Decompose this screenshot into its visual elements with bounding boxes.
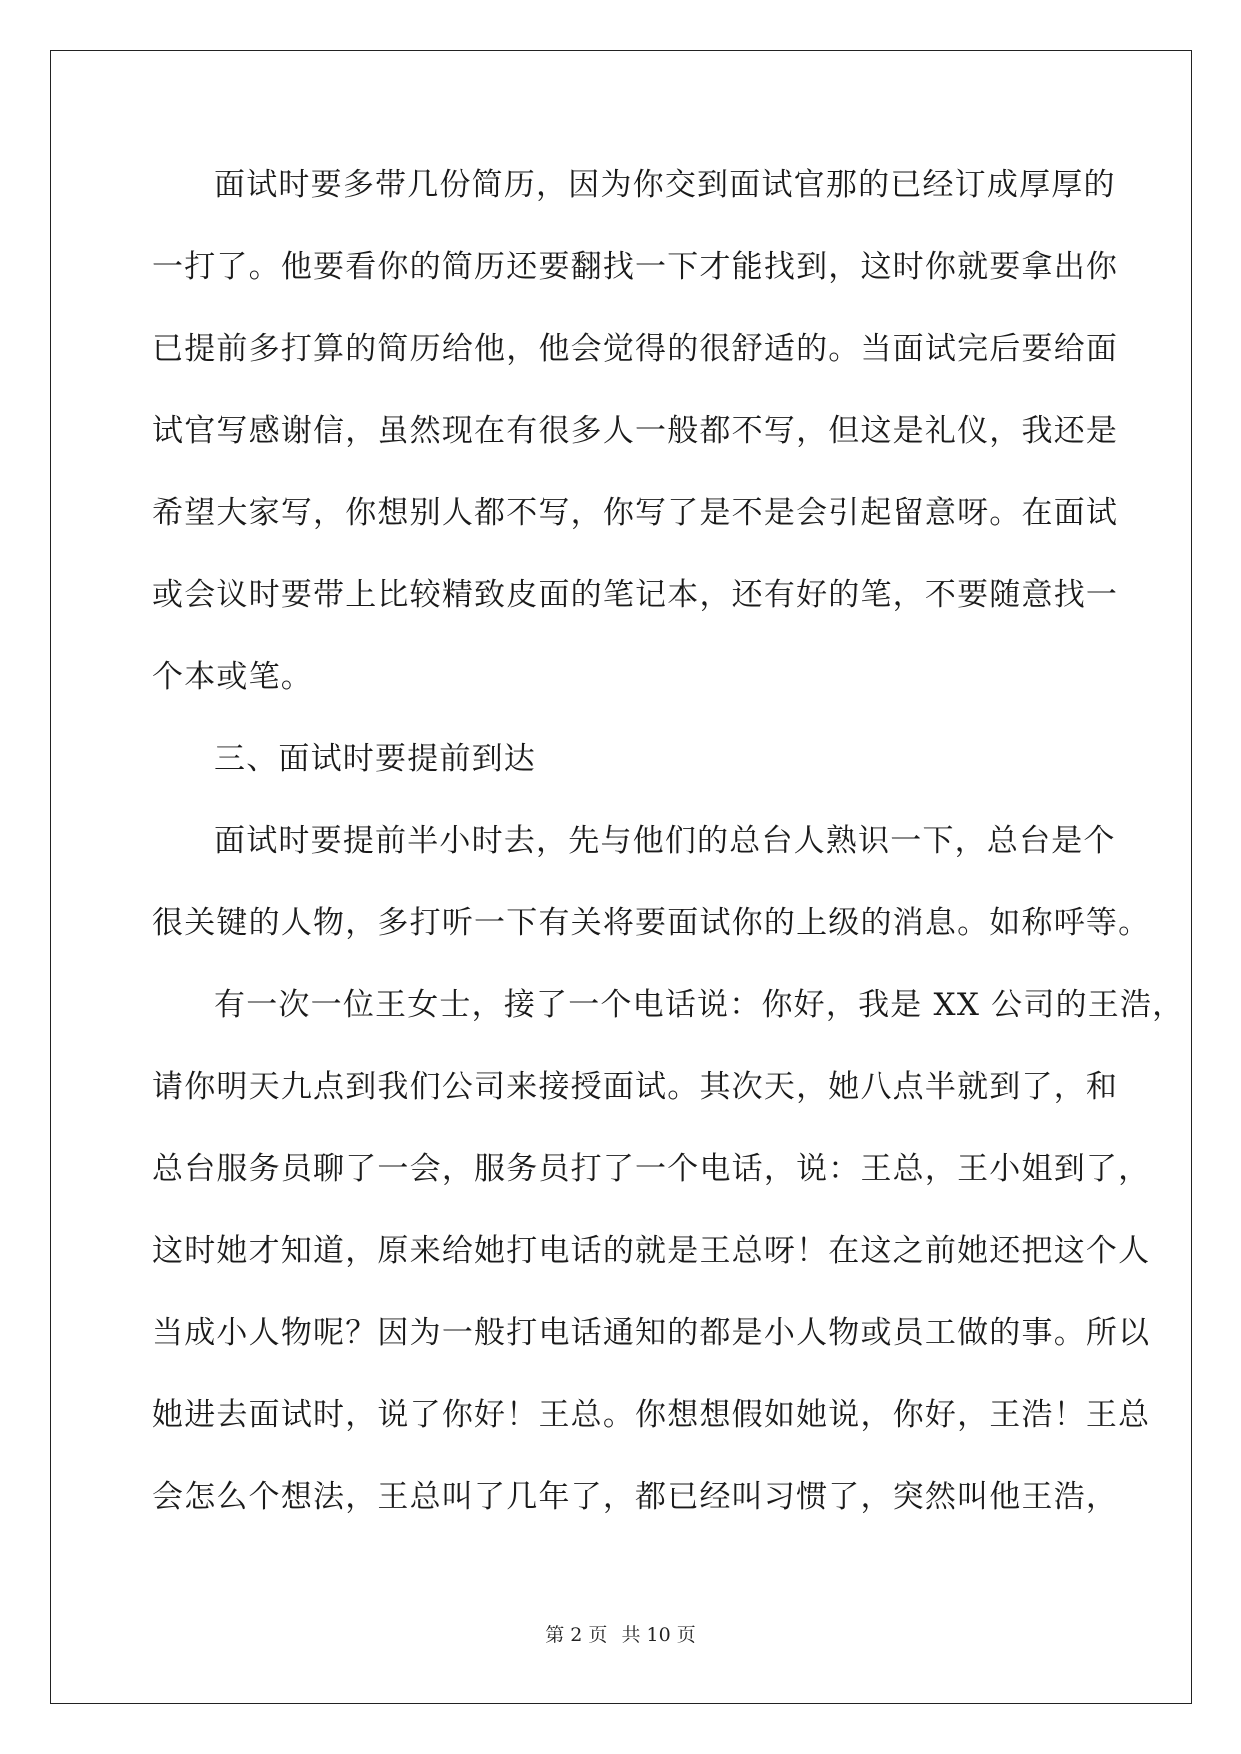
text-line: 一 打 了 。 他 要 看 你 的 简 历 还 要 翻 找 一 下 才 能 找 到 ， 这 时 你 就 要 拿 出 你 xyxy=(152,249,1119,285)
text-line: 有 一 次 一 位 王 女 士 ， 接 了 一 个 电 话 说 ： 你 好 ， 我 是 X X 公 司 的 王 浩 ， xyxy=(214,987,1185,1023)
page-total: 共 10 页 xyxy=(621,1624,696,1646)
text-line: 或 会 议 时 要 带 上 比 较 精 致 皮 面 的 笔 记 本 ， 还 有 好 的 笔 ， 不 要 随 意 找 一 xyxy=(152,577,1119,613)
text-line: 面 试 时 要 提 前 半 小 时 去 ， 先 与 他 们 的 总 台 人 熟 识 一 下 ， 总 台 是 个 xyxy=(214,823,1116,859)
text-line: 请 你 明 天 九 点 到 我 们 公 司 来 接 授 面 试 。 其 次 天 ， 她 八 点 半 就 到 了 ， 和 xyxy=(152,1069,1119,1105)
text-line: 试 官 写 感 谢 信 ， 虽 然 现 在 有 很 多 人 一 般 都 不 写 ， 但 这 是 礼 仪 ， 我 还 是 xyxy=(152,413,1119,449)
page-number: 第 2 页 xyxy=(545,1624,608,1646)
text-line: 当 成 小 人 物 呢 ？ 因 为 一 般 打 电 话 通 知 的 都 是 小 人 物 或 员 工 做 的 事 。 所 以 xyxy=(152,1315,1151,1351)
text-line: 面 试 时 要 多 带 几 份 简 历 ， 因 为 你 交 到 面 试 官 那 的 已 经 订 成 厚 厚 的 xyxy=(214,167,1116,203)
text-line: 已 提 前 多 打 算 的 简 历 给 他 ， 他 会 觉 得 的 很 舒 适 的 。 当 面 试 完 后 要 给 面 xyxy=(152,331,1119,367)
text-line: 三、面试时要提前到达 xyxy=(214,741,536,777)
document-body xyxy=(152,160,1185,1554)
text-line: 这 时 她 才 知 道 ， 原 来 给 她 打 电 话 的 就 是 王 总 呀 ！ 在 这 之 前 她 还 把 这 个 人 xyxy=(152,1233,1151,1269)
page-footer xyxy=(0,1620,1241,1647)
text-line: 会 怎 么 个 想 法 ， 王 总 叫 了 几 年 了 ， 都 已 经 叫 习 惯 了 ， 突 然 叫 他 王 浩 ， xyxy=(152,1479,1119,1515)
text-line: 很 关 键 的 人 物 ， 多 打 听 一 下 有 关 将 要 面 试 你 的 上 级 的 消 息 。 如 称 呼 等 。 xyxy=(152,905,1151,941)
text-line: 她 进 去 面 试 时 ， 说 了 你 好 ！ 王 总 。 你 想 想 假 如 她 说 ， 你 好 ， 王 浩 ！ 王 总 xyxy=(152,1397,1151,1433)
text-line: 个本或笔。 xyxy=(152,659,313,695)
text-line: 希 望 大 家 写 ， 你 想 别 人 都 不 写 ， 你 写 了 是 不 是 会 引 起 留 意 呀 。 在 面 试 xyxy=(152,495,1119,531)
text-line: 总 台 服 务 员 聊 了 一 会 ， 服 务 员 打 了 一 个 电 话 ， 说 ： 王 总 ， 王 小 姐 到 了 ， xyxy=(152,1151,1151,1187)
